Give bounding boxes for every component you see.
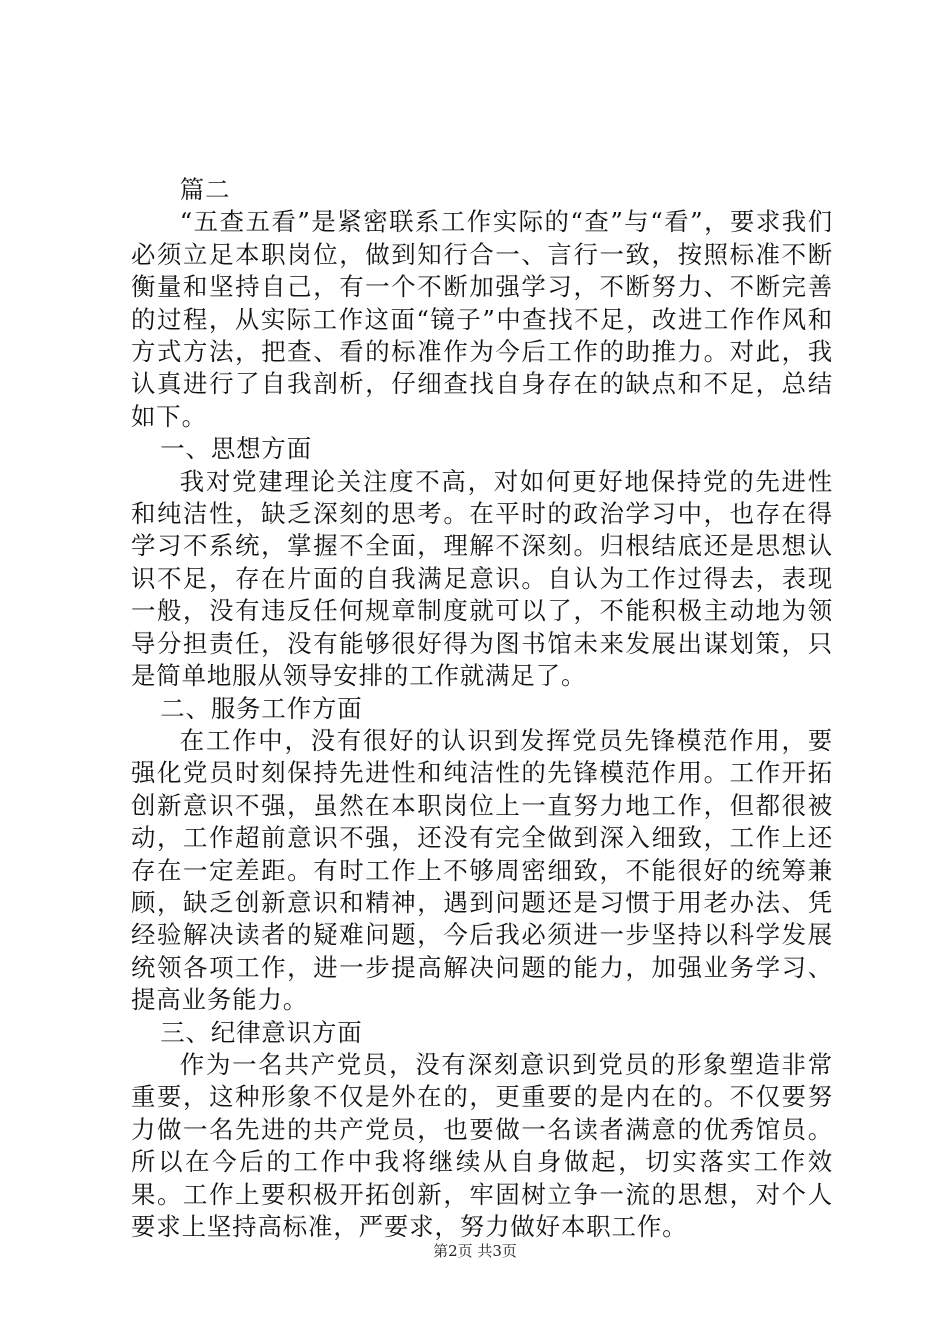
section-body-discipline: 作为一名共产党员，没有深刻意识到党员的形象塑造非常重要，这种形象不仅是外在的，更重要的是内在的。不仅要努力做一名先进的共产党员，也要做一名读者满意的优秀馆员。所以在今后的工作中我将继续从自身做起，切实落实工作效果。工作上要积极开拓创新，牢固树立争一流的思想，对个人要求上坚持高标准，严要求，努力做好本职工作。	[131, 1049, 833, 1241]
section-body-thought: 我对党建理论关注度不高，对如何更好地保持党的先进性和纯洁性，缺乏深刻的思考。在平时的政治学习中，也存在得学习不系统，掌握不全面，理解不深刻。归根结底还是思想认识不足，存在片面的自我满足意识。自认为工作过得去，表现一般，没有违反任何规章制度就可以了，不能积极主动地为领导分担责任，没有能够很好得为图书馆未来发展出谋划策，只是简单地服从领导安排的工作就满足了。	[131, 466, 833, 691]
section-body-service: 在工作中，没有很好的认识到发挥党员先锋模范作用，要强化党员时刻保持先进性和纯洁性的先锋模范作用。工作开拓创新意识不强，虽然在本职岗位上一直努力地工作，但都很被动，工作超前意识不强，还没有完全做到深入细致，工作上还存在一定差距。有时工作上不够周密细致，不能很好的统筹兼顾，缺乏创新意识和精神，遇到问题还是习惯于用老办法、凭经验解决读者的疑难问题，今后我必须进一步坚持以科学发展统领各项工作，进一步提高解决问题的能力，加强业务学习、提高业务能力。	[131, 725, 833, 1015]
document-heading: 篇二	[179, 175, 231, 204]
section-title-thought: 一、思想方面	[160, 434, 313, 464]
document-body	[131, 174, 833, 1243]
section-title-discipline: 三、纪律意识方面	[160, 1017, 363, 1047]
section-title-service: 二、服务工作方面	[160, 693, 363, 723]
page-footer: 第2页 共3页	[433, 1242, 517, 1260]
intro-paragraph: “五查五看”是紧密联系工作实际的“查”与“看”，要求我们必须立足本职岗位，做到知行合一、言行一致，按照标准不断衡量和坚持自己，有一个不断加强学习，不断努力、不断完善的过程，从实际工作这面“镜子”中查找不足，改进工作作风和方式方法，把查、看的标准作为今后工作的助推力。对此，我认真进行了自我剖析，仔细查找自身存在的缺点和不足，总结如下。	[131, 207, 833, 431]
